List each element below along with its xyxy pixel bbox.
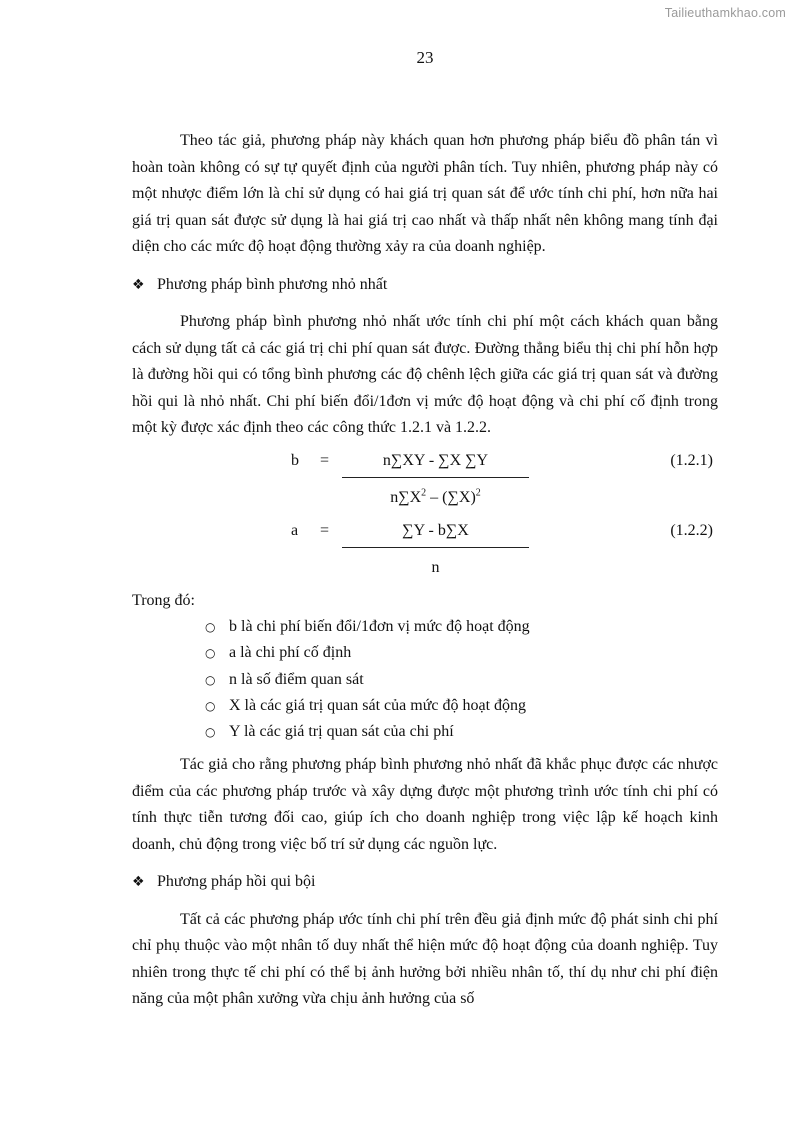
list-item [132, 640, 718, 666]
heading-text: Phương pháp bình phương nhỏ nhất [157, 275, 388, 293]
formula-a-numerator-row [132, 516, 718, 551]
formula-a-lhs: a [291, 521, 299, 539]
definition-list [132, 614, 718, 745]
watermark: Tailieuthamkhao.com [664, 6, 786, 20]
heading-text: Phương pháp hồi qui bội [157, 873, 316, 891]
circle-bullet-icon: ○ [205, 620, 216, 634]
circle-bullet-icon: ○ [205, 672, 216, 687]
circle-bullet-icon: ○ [205, 646, 216, 661]
formula-a-denominator-row [132, 551, 718, 586]
fraction-bar [342, 547, 529, 548]
formula-b-denominator [342, 485, 529, 512]
list-item [132, 693, 718, 719]
paragraph-multiple-regression: Tất cả các phương pháp ước tính chi phí trên đều giả định mức độ phát sinh chi phí chỉ phụ thuộc vào một nhân tố duy nhất thể hiện mức độ hoạt động của doanh nghiệp. Tuy nhiên trong thực tế chi phí có thể bị ảnh hưởng bởi nhiều nhân tố, thí dụ như chi phí điện năng của một phân xưởng vừa chịu ảnh hưởng của số [132, 910, 718, 1008]
formula-a-denominator: n [431, 558, 440, 576]
den-mid: – (∑X) [426, 488, 476, 506]
list-item [132, 719, 718, 745]
list-item-text: Y là các giá trị quan sát của chi phí [229, 723, 454, 741]
section-heading-multiple-regression [132, 869, 718, 896]
fraction-bar [342, 477, 529, 478]
formula-b-lhs: b [291, 451, 299, 469]
formula-b-numerator: n∑XY - ∑X ∑Y [382, 451, 489, 469]
den-base: n∑X [390, 488, 422, 506]
list-item-text: b là chi phí biến đổi/1đơn vị mức độ hoạt động [229, 618, 530, 635]
den-exp: 2 [421, 487, 427, 499]
list-item [132, 614, 718, 640]
diamond-bullet-icon: ❖ [132, 276, 145, 293]
section-heading-least-squares [132, 272, 718, 299]
page-body [132, 128, 718, 1013]
paragraph-conclusion: Tác giả cho rằng phương pháp bình phương nhỏ nhất đã khắc phục được các nhược điểm của các phương pháp trước và xây dựng được một phương trình ước tính chi phí có tính thực tiễn tương đối cao, giúp ích cho doanh nghiệp trong việc lập kế hoạch kinh doanh, chủ động trong việc bố trí sử dụng các nguồn lực. [132, 756, 718, 853]
formula-b-equals: = [320, 451, 330, 469]
circle-bullet-icon: ○ [205, 698, 216, 713]
circle-bullet-icon: ○ [205, 725, 216, 740]
formula-a-equals: = [320, 521, 330, 539]
paragraph-intro: Theo tác giả, phương pháp này khách quan hơn phương pháp biểu đồ phân tán vì hoàn toàn không có sự tự quyết định của người phân tích. Tuy nhiên, phương pháp này có một nhược điểm lớn là chỉ sử dụng có hai giá trị quan sát để ước tính chi phí, hơn nữa hai giá trị quan sát được sử dụng là hai giá trị cao nhất và thấp nhất nên không mang tính đại diện cho các mức độ hoạt động thường xảy ra của doanh nghiệp. [132, 132, 718, 255]
den-exp2: 2 [475, 487, 481, 499]
formula-b-label: (1.2.1) [670, 451, 713, 469]
diamond-bullet-icon: ❖ [132, 874, 145, 891]
list-item-text: X là các giá trị quan sát của mức độ hoạt động [229, 696, 527, 714]
paragraph-least-squares: Phương pháp bình phương nhỏ nhất ước tính chi phí một cách khách quan bằng cách sử dụng tất cả các giá trị chi phí quan sát được. Đường thẳng biểu thị chi phí hỗn hợp là đường hồi qui có tổng bình phương các độ chênh lệch giữa các giá trị quan sát và đường hồi qui là nhỏ nhất. Chi phí biến đổi/1đơn vị mức độ hoạt động và chi phí cố định trong một kỳ được xác định theo các công thức 1.2.1 và 1.2.2. [132, 313, 718, 436]
page-number: 23 [416, 48, 434, 67]
formula-b-numerator-row [132, 446, 718, 481]
formula-b-denominator-row [132, 481, 718, 516]
list-item-text: a là chi phí cố định [229, 644, 352, 662]
where-label: Trong đó: [132, 591, 195, 609]
list-item [132, 667, 718, 693]
list-item-text: n là số điểm quan sát [229, 670, 364, 688]
formula-a-numerator: ∑Y - b∑X [402, 521, 469, 539]
formula-a-label: (1.2.2) [670, 521, 713, 539]
